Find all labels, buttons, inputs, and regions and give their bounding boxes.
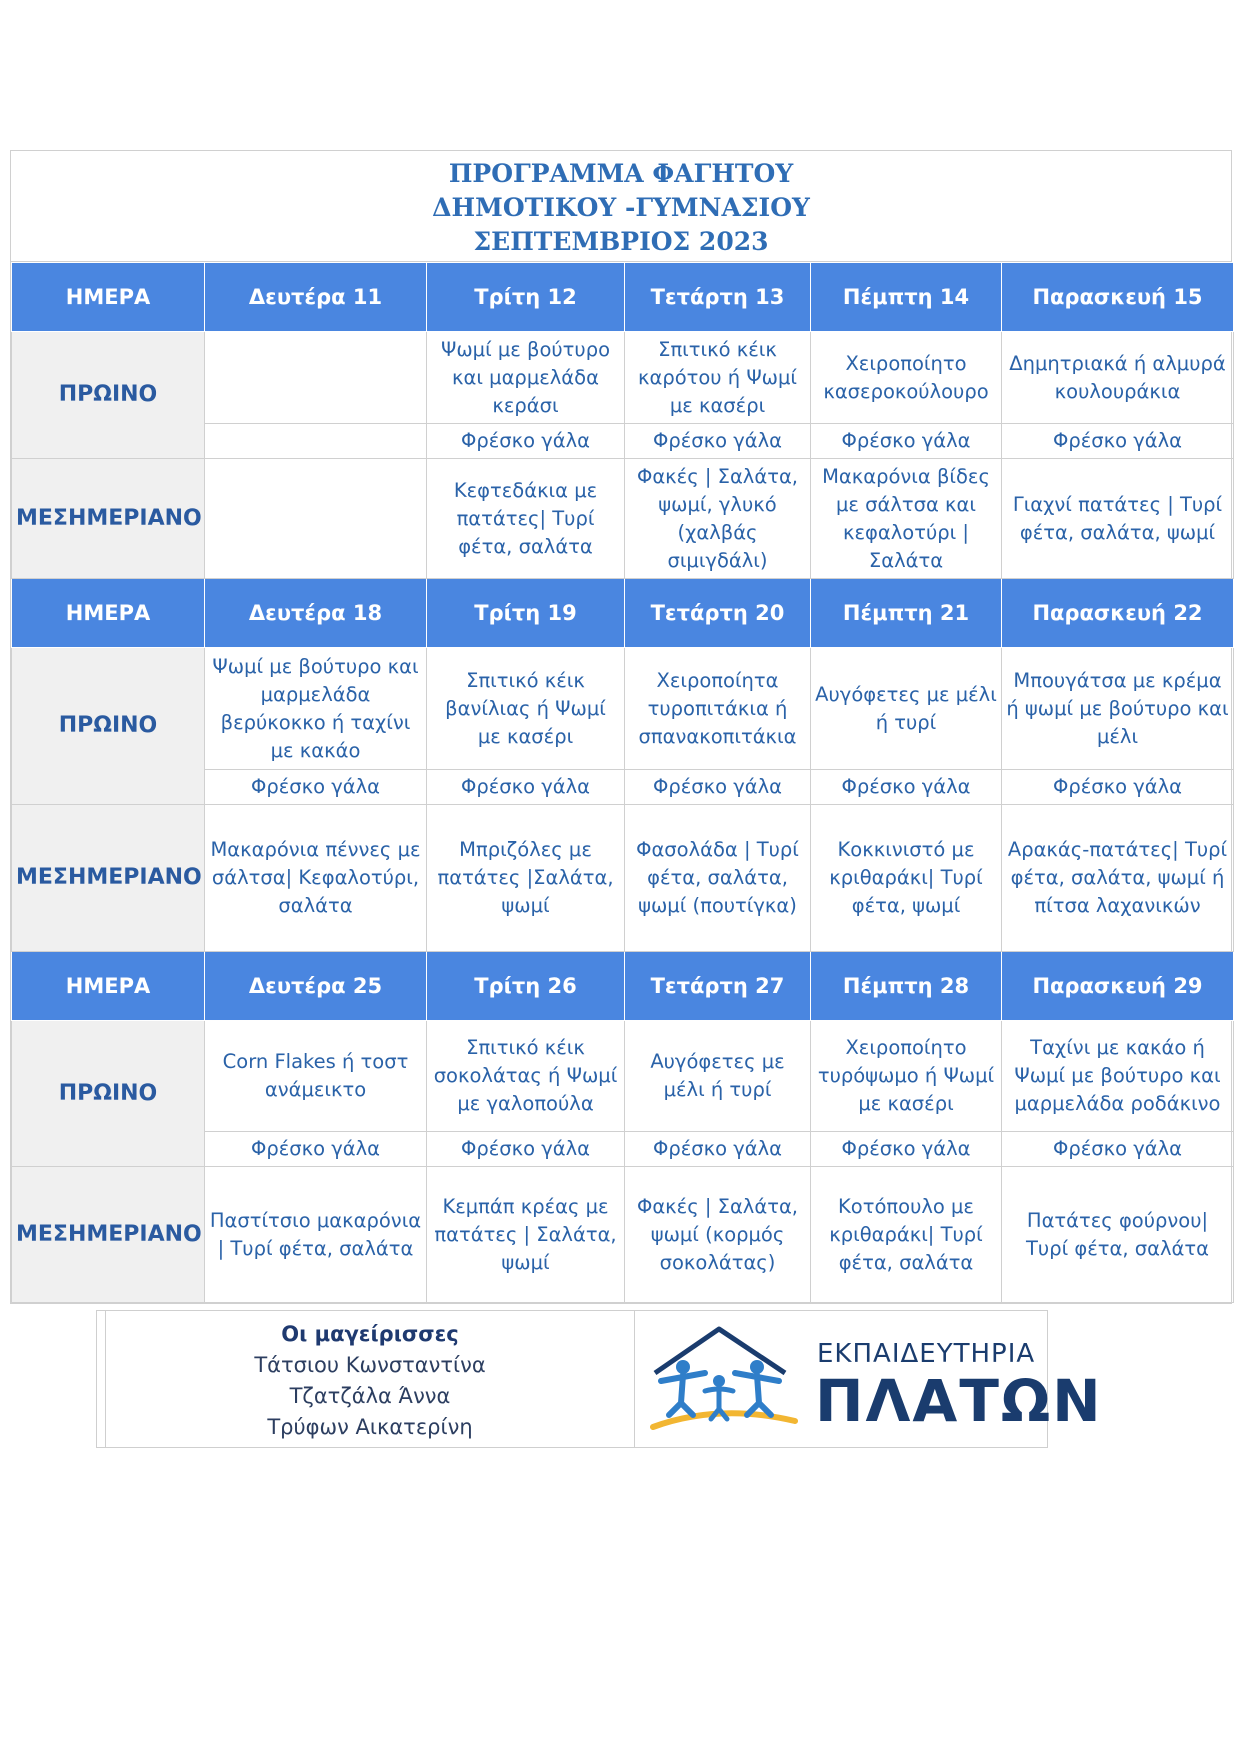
day-header-row (12, 952, 1234, 1021)
lunch-row (12, 805, 1234, 952)
milk-cell: Φρέσκο γάλα (427, 770, 625, 805)
lunch-cell: Μακαρόνια πέννες με σάλτσα| Κεφαλοτύρι, σαλάτα (205, 805, 427, 952)
breakfast-row (12, 1021, 1234, 1132)
day-label: ΗΜΕΡΑ (12, 952, 205, 1021)
milk-cell: Φρέσκο γάλα (1002, 1132, 1234, 1167)
lunch-cell: Κεμπάπ κρέας με πατάτες | Σαλάτα, ψωμί (427, 1167, 625, 1303)
lunch-cell: Φακές | Σαλάτα, ψωμί, γλυκό (χαλβάς σιμιγδάλι) (625, 459, 811, 579)
breakfast-row (12, 332, 1234, 424)
day-header-row (12, 579, 1234, 648)
title-line-2: ΔΗΜΟΤΙΚΟΥ -ΓΥΜΝΑΣΙΟΥ (432, 193, 810, 222)
breakfast-cell: Χειροποίητο κασεροκούλουρο (811, 332, 1002, 424)
lunch-cell: Αρακάς-πατάτες| Τυρί φέτα, σαλάτα, ψωμί ή πίτσα λαχανικών (1002, 805, 1234, 952)
day-header: Δευτέρα 18 (205, 579, 427, 648)
breakfast-cell: Χειροποίητο τυρόψωμο ή Ψωμί με κασέρι (811, 1021, 1002, 1132)
lunch-cell: Κεφτεδάκια με πατάτες| Τυρί φέτα, σαλάτα (427, 459, 625, 579)
breakfast-cell: Ψωμί με βούτυρο και μαρμελάδα κεράσι (427, 332, 625, 424)
lunch-cell (205, 459, 427, 579)
milk-cell: Φρέσκο γάλα (1002, 770, 1234, 805)
school-logo (635, 1311, 1103, 1447)
day-header: Δευτέρα 25 (205, 952, 427, 1021)
milk-cell: Φρέσκο γάλα (1002, 424, 1234, 459)
title-block (11, 151, 1231, 262)
milk-cell: Φρέσκο γάλα (205, 1132, 427, 1167)
breakfast-cell: Χειροποίητα τυροπιτάκια ή σπανακοπιτάκια (625, 648, 811, 770)
lunch-cell: Φακές | Σαλάτα, ψωμί (κορμός σοκολάτας) (625, 1167, 811, 1303)
milk-cell: Φρέσκο γάλα (205, 770, 427, 805)
breakfast-row (12, 648, 1234, 770)
day-header-row (12, 263, 1234, 332)
milk-cell: Φρέσκο γάλα (625, 424, 811, 459)
breakfast-cell: Μπουγάτσα με κρέμα ή ψωμί με βούτυρο και μέλι (1002, 648, 1234, 770)
day-label: ΗΜΕΡΑ (12, 579, 205, 648)
breakfast-cell: Αυγόφετες με μέλι ή τυρί (625, 1021, 811, 1132)
breakfast-cell (205, 332, 427, 424)
footer (96, 1310, 1103, 1448)
day-header: Παρασκευή 29 (1002, 952, 1234, 1021)
lunch-cell: Γιαχνί πατάτες | Τυρί φέτα, σαλάτα, ψωμί (1002, 459, 1234, 579)
breakfast-cell: Ταχίνι με κακάο ή Ψωμί με βούτυρο και μαρμελάδα ροδάκινο (1002, 1021, 1234, 1132)
day-header: Πέμπτη 14 (811, 263, 1002, 332)
milk-cell (205, 424, 427, 459)
lunch-label: ΜΕΣΗΜΕΡΙΑΝΟ (12, 459, 205, 579)
milk-cell: Φρέσκο γάλα (625, 1132, 811, 1167)
breakfast-label: ΠΡΩΙΝΟ (12, 648, 205, 805)
lunch-cell: Μπριζόλες με πατάτες |Σαλάτα, ψωμί (427, 805, 625, 952)
title-line-3: ΣΕΠΤΕΜΒΡΙΟΣ 2023 (473, 227, 769, 256)
lunch-cell: Μακαρόνια βίδες με σάλτσα και κεφαλοτύρι | Σαλάτα (811, 459, 1002, 579)
lunch-cell: Φασολάδα | Τυρί φέτα, σαλάτα, ψωμί (πουτίγκα) (625, 805, 811, 952)
milk-cell: Φρέσκο γάλα (427, 1132, 625, 1167)
cooks-block (105, 1311, 635, 1447)
milk-cell: Φρέσκο γάλα (811, 424, 1002, 459)
lunch-row (12, 1167, 1234, 1303)
lunch-cell: Πατάτες φούρνου| Τυρί φέτα, σαλάτα (1002, 1167, 1234, 1303)
breakfast-cell: Αυγόφετες με μέλι ή τυρί (811, 648, 1002, 770)
milk-cell: Φρέσκο γάλα (811, 770, 1002, 805)
day-header: Τρίτη 26 (427, 952, 625, 1021)
cook-name: Τρύφων Αικατερίνη (267, 1415, 473, 1439)
day-header: Τετάρτη 20 (625, 579, 811, 648)
breakfast-cell: Ψωμί με βούτυρο και μαρμελάδα βερύκοκκο ή ταχίνι με κακάο (205, 648, 427, 770)
breakfast-cell: Corn Flakes ή τοστ ανάμεικτο (205, 1021, 427, 1132)
breakfast-cell: Σπιτικό κέικ βανίλιας ή Ψωμί με κασέρι (427, 648, 625, 770)
title-line-1: ΠΡΟΓΡΑΜΜΑ ΦΑΓΗΤΟΥ (448, 159, 794, 188)
lunch-cell: Παστίτσιο μακαρόνια | Τυρί φέτα, σαλάτα (205, 1167, 427, 1303)
day-header: Τετάρτη 27 (625, 952, 811, 1021)
lunch-row (12, 459, 1234, 579)
lunch-label: ΜΕΣΗΜΕΡΙΑΝΟ (12, 1167, 205, 1303)
day-header: Παρασκευή 15 (1002, 263, 1234, 332)
day-header: Παρασκευή 22 (1002, 579, 1234, 648)
menu-table (11, 262, 1234, 1303)
logo-text-big: ΠΛΑΤΩΝ (815, 1367, 1103, 1435)
day-header: Πέμπτη 21 (811, 579, 1002, 648)
day-header: Δευτέρα 11 (205, 263, 427, 332)
breakfast-cell: Σπιτικό κέικ καρότου ή Ψωμί με κασέρι (625, 332, 811, 424)
cooks-heading: Οι μαγείρισσες (281, 1322, 459, 1346)
day-label: ΗΜΕΡΑ (12, 263, 205, 332)
breakfast-label: ΠΡΩΙΝΟ (12, 332, 205, 459)
breakfast-cell: Σπιτικό κέικ σοκολάτας ή Ψωμί με γαλοπούλα (427, 1021, 625, 1132)
lunch-cell: Κοτόπουλο με κριθαράκι| Τυρί φέτα, σαλάτα (811, 1167, 1002, 1303)
breakfast-label: ΠΡΩΙΝΟ (12, 1021, 205, 1167)
lunch-label: ΜΕΣΗΜΕΡΙΑΝΟ (12, 805, 205, 952)
day-header: Τετάρτη 13 (625, 263, 811, 332)
milk-cell: Φρέσκο γάλα (427, 424, 625, 459)
menu-sheet (10, 150, 1232, 1304)
milk-cell: Φρέσκο γάλα (811, 1132, 1002, 1167)
breakfast-cell: Δημητριακά ή αλμυρά κουλουράκια (1002, 332, 1234, 424)
logo-text-small: ΕΚΠΑΙΔΕΥΤΗΡΙΑ (817, 1339, 1036, 1369)
logo-people-icon (635, 1311, 815, 1449)
lunch-cell: Κοκκινιστό με κριθαράκι| Τυρί φέτα, ψωμί (811, 805, 1002, 952)
cook-name: Τάτσιου Κωνσταντίνα (254, 1353, 486, 1377)
milk-cell: Φρέσκο γάλα (625, 770, 811, 805)
day-header: Πέμπτη 28 (811, 952, 1002, 1021)
day-header: Τρίτη 12 (427, 263, 625, 332)
cook-name: Τζατζάλα Άννα (289, 1384, 451, 1408)
day-header: Τρίτη 19 (427, 579, 625, 648)
